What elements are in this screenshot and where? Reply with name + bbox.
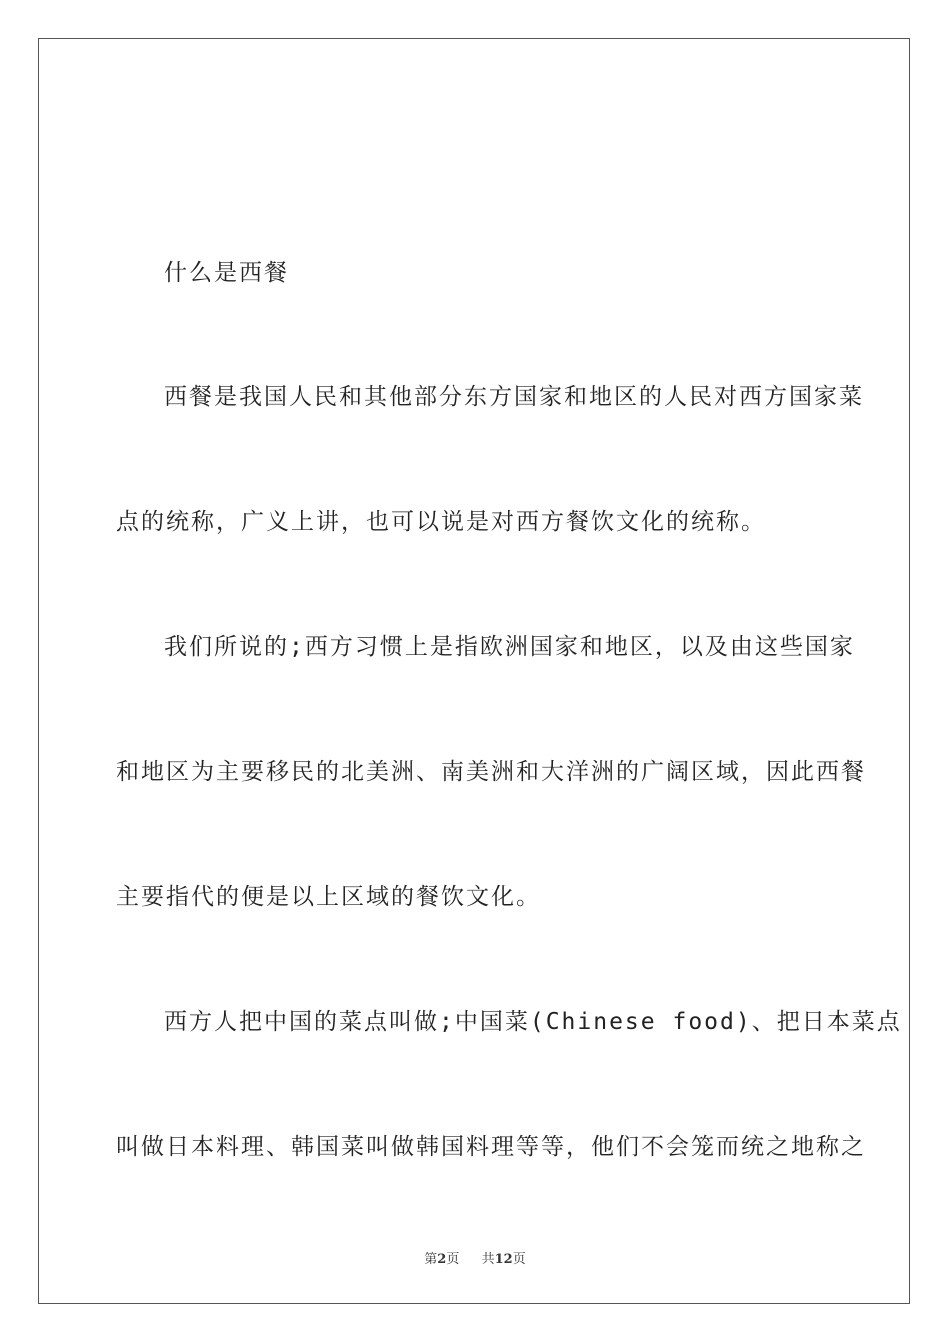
page-label-suffix: 页 <box>446 1252 460 1267</box>
paragraph-line: 点的统称，广义上讲，也可以说是对西方餐饮文化的统称。 <box>116 509 766 535</box>
paragraph-line: 叫做日本料理、韩国菜叫做韩国料理等等，他们不会笼而统之地称之 <box>116 1134 866 1160</box>
paragraph-line: 主要指代的便是以上区域的餐饮文化。 <box>116 884 541 910</box>
total-pages: 12 <box>494 1252 513 1267</box>
page-label-prefix: 第 <box>424 1252 438 1267</box>
section-heading: 什么是西餐 <box>164 260 289 286</box>
paragraph-line: 我们所说的;西方习惯上是指欧洲国家和地区，以及由这些国家 <box>164 634 855 660</box>
page-number: 2 <box>437 1252 447 1267</box>
paragraph-line: 西方人把中国的菜点叫做;中国菜(Chinese food)、把日本菜点 <box>164 1009 902 1035</box>
paragraph-line: 西餐是我国人民和其他部分东方国家和地区的人民对西方国家菜 <box>164 384 864 410</box>
paragraph-line: 和地区为主要移民的北美洲、南美洲和大洋洲的广阔区域，因此西餐 <box>116 759 866 785</box>
total-label-suffix: 页 <box>512 1252 526 1267</box>
page-footer <box>0 1248 950 1267</box>
total-label-prefix: 共 <box>481 1252 495 1267</box>
page-border <box>38 38 910 1304</box>
